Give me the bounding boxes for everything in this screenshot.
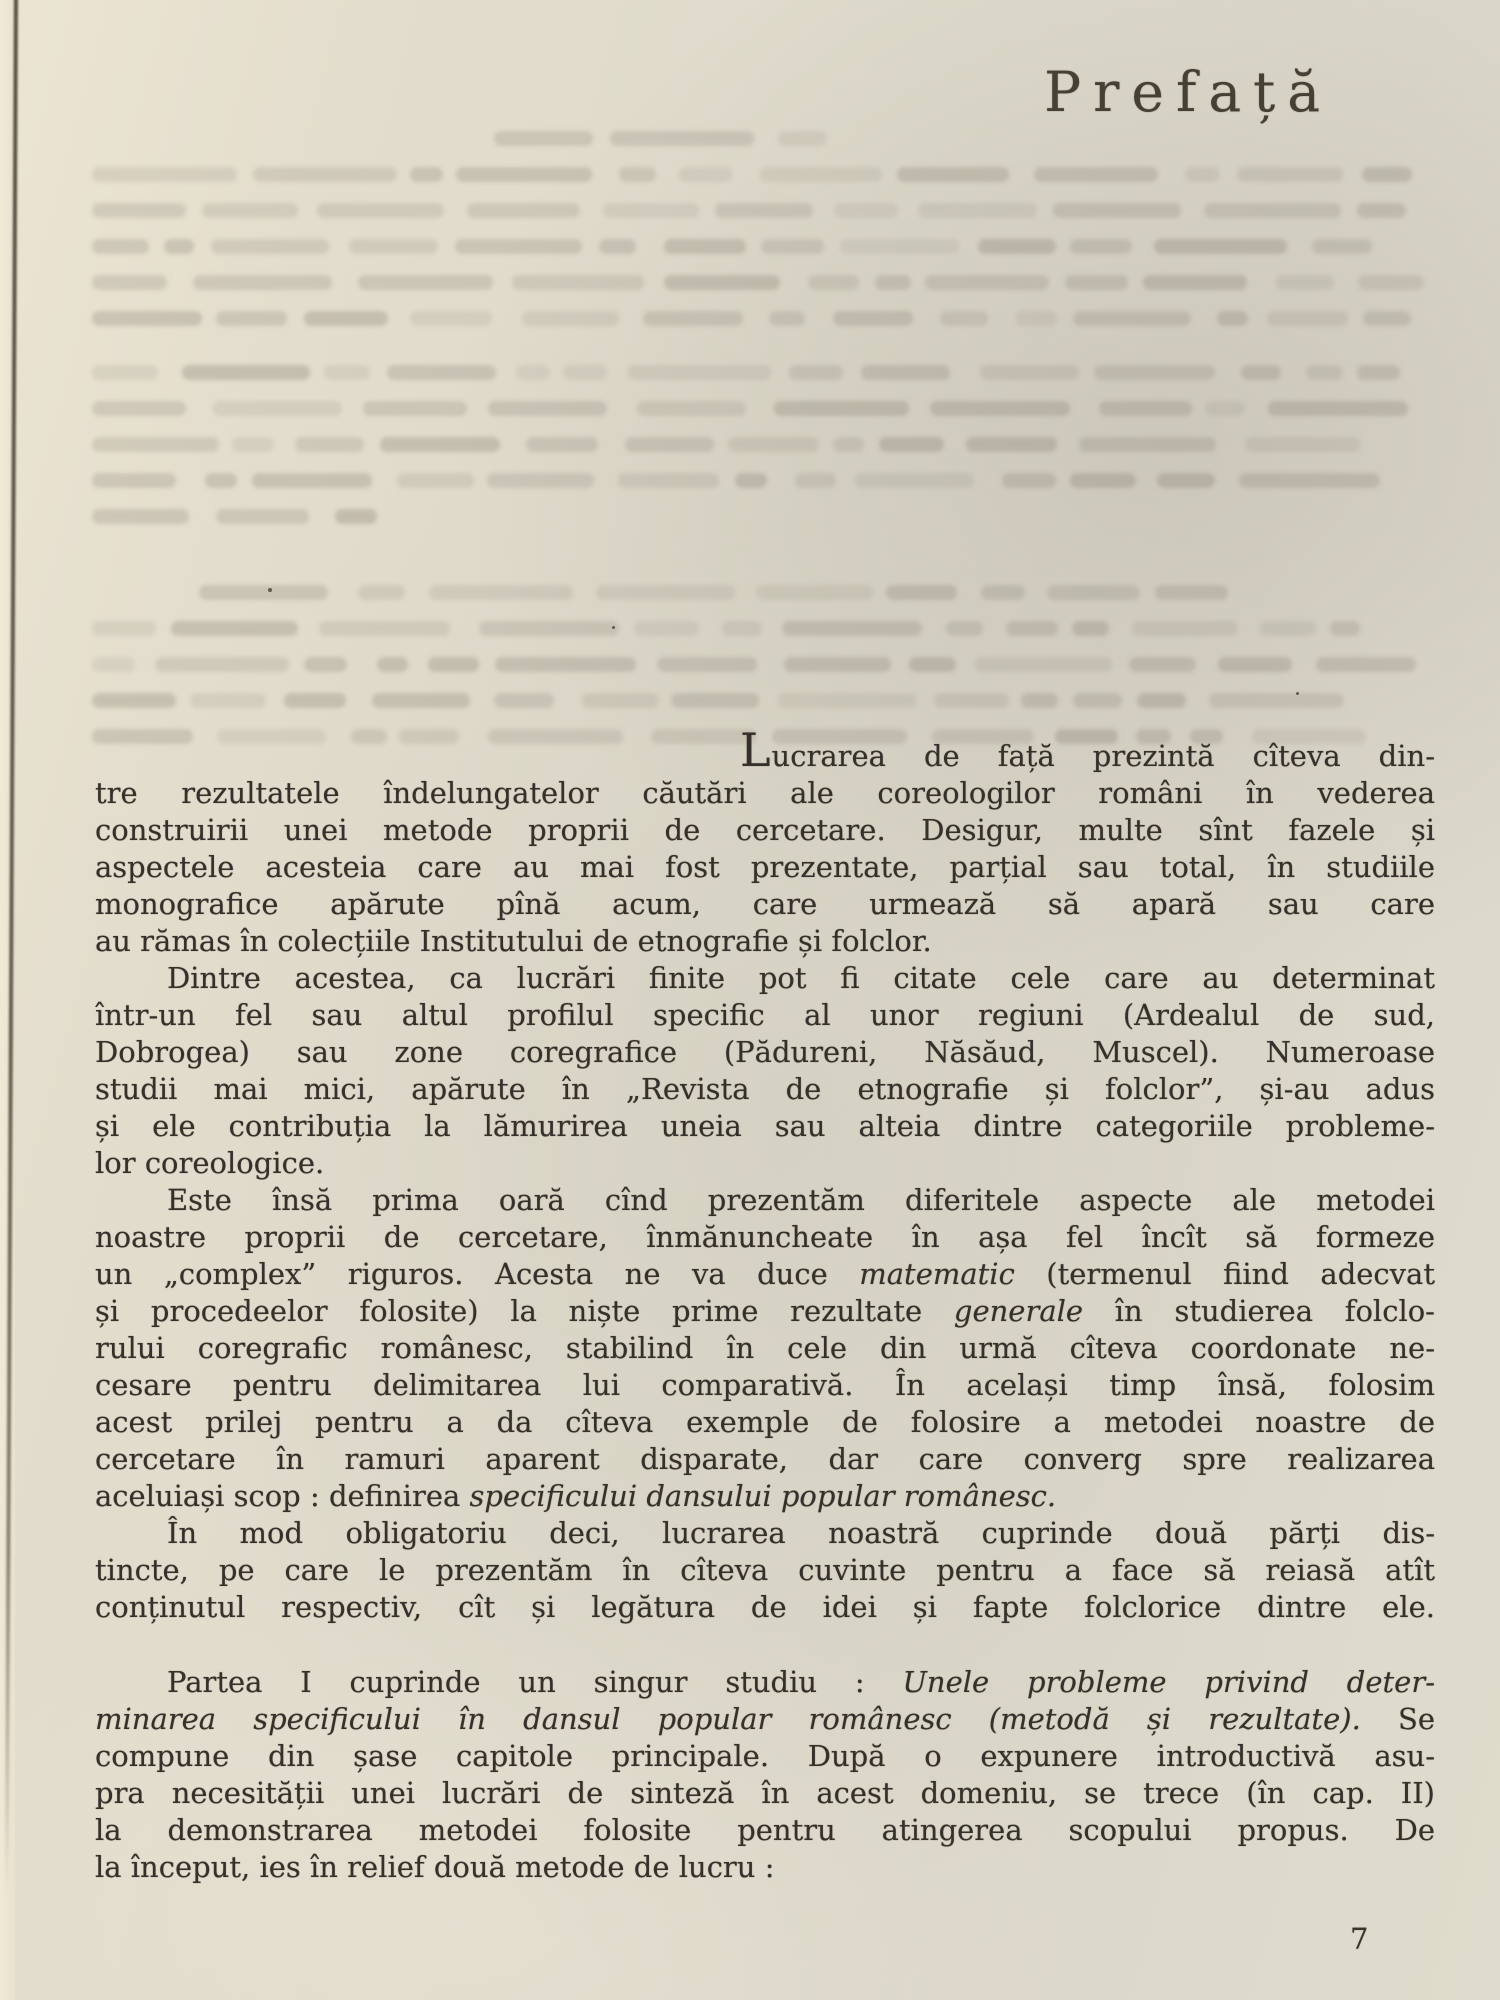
bleedthrough-line bbox=[92, 200, 1432, 236]
paragraph bbox=[95, 1664, 1435, 1886]
initial-capital: L bbox=[740, 723, 772, 777]
page-number: 7 bbox=[1350, 1922, 1369, 1956]
text-line: într-un fel sau altul profilul specific al unor regiuni (Ardealul de sud, bbox=[95, 998, 1435, 1032]
bleedthrough-line bbox=[92, 128, 1432, 164]
bleedthrough-line bbox=[92, 434, 1432, 470]
text-line: tre rezultatele îndelungatelor căutări ale coreologilor români în vederea bbox=[95, 776, 1435, 810]
text-line: minarea specificului în dansul popular românesc (metodă și rezultate). Se bbox=[95, 1702, 1435, 1736]
text-line: construirii unei metode proprii de cercetare. Desigur, multe sînt fazele și bbox=[95, 813, 1435, 847]
text-line: Dobrogea) sau zone coregrafice (Pădureni, Năsăud, Muscel). Numeroase bbox=[95, 1035, 1435, 1069]
text-line: la început, ies în relief două metode de lucru : bbox=[95, 1850, 775, 1884]
paragraph bbox=[95, 960, 1435, 1182]
text-line: aspectele acesteia care au mai fost prezentate, parțial sau total, în studiile bbox=[95, 850, 1435, 884]
paper-speck bbox=[268, 588, 272, 592]
text-line: rului coregrafic românesc, stabilind în cele din urmă cîteva coordonate ne- bbox=[95, 1331, 1435, 1365]
text-line: Este însă prima oară cînd prezentăm diferitele aspecte ale metodei bbox=[167, 1183, 1435, 1217]
text-line: compune din șase capitole principale. După o expunere introductivă asu- bbox=[95, 1739, 1435, 1773]
text-line: la demonstrarea metodei folosite pentru atingerea scopului propus. De bbox=[95, 1813, 1435, 1847]
text-line: pra necesității unei lucrări de sinteză în acest domeniu, se trece (în cap. II) bbox=[95, 1776, 1435, 1810]
bleedthrough-line bbox=[92, 618, 1432, 654]
bleedthrough-line bbox=[92, 582, 1432, 618]
text-line: cesare pentru delimitarea lui comparativă. În același timp însă, folosim bbox=[95, 1368, 1435, 1402]
bleedthrough-line bbox=[92, 470, 1432, 506]
paragraph bbox=[95, 723, 1435, 960]
text-line: tincte, pe care le prezentăm în cîteva cuvinte pentru a face să reiasă atît bbox=[95, 1553, 1435, 1587]
text-line: Partea I cuprinde un singur studiu : Unele probleme privind deter- bbox=[167, 1665, 1435, 1699]
preface-text-block bbox=[95, 723, 1435, 1886]
text-line: aceluiași scop : definirea specificului dansului popular românesc. bbox=[95, 1479, 1057, 1513]
text-line: conținutul respectiv, cît și legătura de idei și fapte folclorice dintre ele. bbox=[95, 1590, 1435, 1624]
text-line: Lucrarea de față prezintă cîteva din- bbox=[740, 723, 1435, 777]
text-line: acest prilej pentru a da cîteva exemple de folosire a metodei noastre de bbox=[95, 1405, 1435, 1439]
text-line: studii mai mici, apărute în „Revista de etnografie și folclor”, și-au adus bbox=[95, 1072, 1435, 1106]
text-line: În mod obligatoriu deci, lucrarea noastră cuprinde două părți dis- bbox=[167, 1516, 1435, 1550]
text-line: noastre proprii de cercetare, înmănuncheate în așa fel încît să formeze bbox=[95, 1220, 1435, 1254]
page-title: Prefață bbox=[1044, 60, 1332, 124]
paper-speck bbox=[1296, 692, 1299, 695]
bleedthrough-line bbox=[92, 308, 1432, 344]
bleedthrough-line bbox=[92, 164, 1432, 200]
bleedthrough-line bbox=[92, 654, 1432, 690]
text-line: Dintre acestea, ca lucrări finite pot fi citate cele care au determinat bbox=[167, 961, 1435, 995]
bleedthrough-line bbox=[92, 362, 1432, 398]
text-line: monografice apărute pînă acum, care urmează să apară sau care bbox=[95, 887, 1435, 921]
bleedthrough-line bbox=[92, 272, 1432, 308]
text-line: și procedeelor folosite) la niște prime rezultate generale în studierea folclo- bbox=[95, 1294, 1435, 1328]
bleedthrough-line bbox=[92, 236, 1432, 272]
paragraph bbox=[95, 1182, 1435, 1515]
bleedthrough-line bbox=[92, 506, 1432, 542]
text-line: un „complex” riguros. Acesta ne va duce matematic (termenul fiind adecvat bbox=[95, 1257, 1435, 1291]
bleedthrough-line bbox=[92, 398, 1432, 434]
bleedthrough-text-region bbox=[92, 128, 1432, 768]
text-line: cercetare în ramuri aparent disparate, dar care converg spre realizarea bbox=[95, 1442, 1435, 1476]
text-line: lor coreologice. bbox=[95, 1146, 325, 1180]
text-line: și ele contribuția la lămurirea uneia sau alteia dintre categoriile probleme- bbox=[95, 1109, 1435, 1143]
paper-speck bbox=[612, 626, 615, 629]
paragraph bbox=[95, 1515, 1435, 1626]
bleedthrough-line bbox=[92, 690, 1432, 726]
text-line: au rămas în colecțiile Institutului de etnografie și folclor. bbox=[95, 924, 932, 958]
